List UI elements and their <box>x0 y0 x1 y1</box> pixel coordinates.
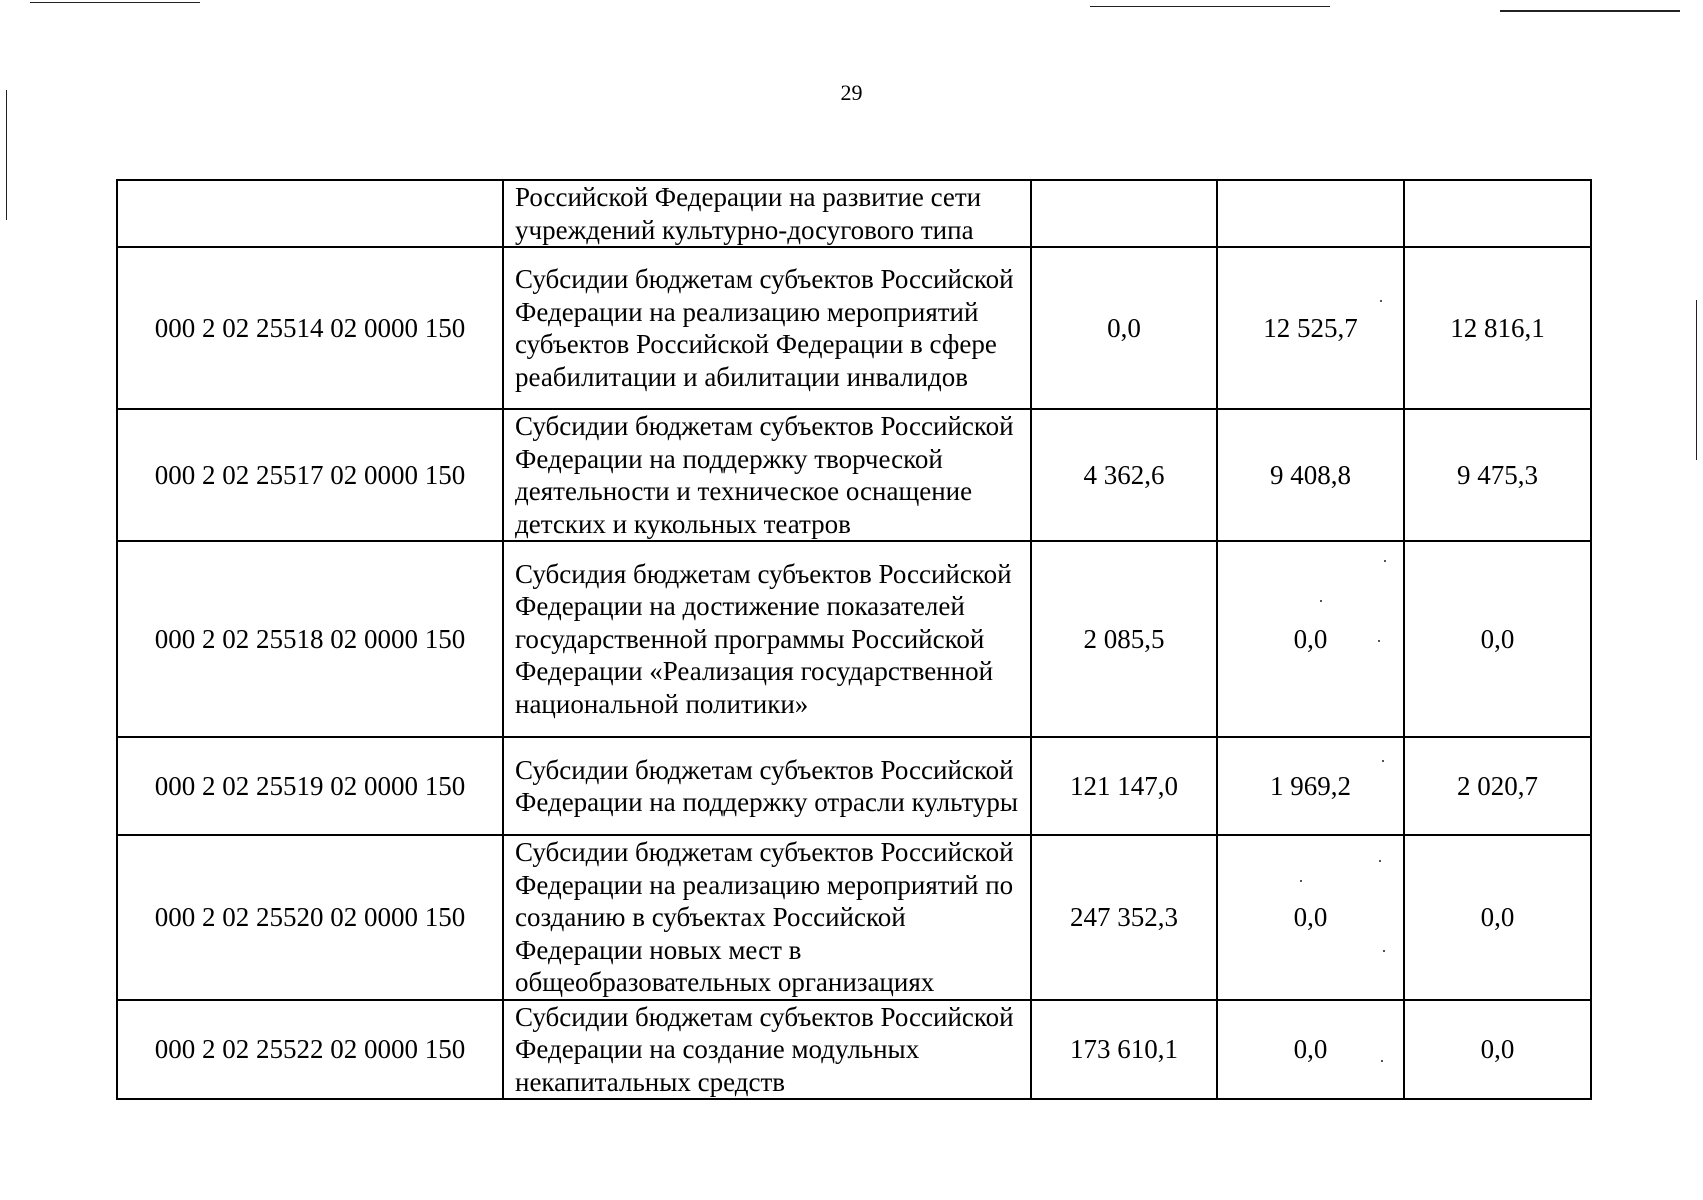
subsidy-description: Российской Федерации на развитие сети учреждений культурно-досугового типа <box>503 180 1031 247</box>
subsidy-description: Субсидии бюджетам субъектов Российской Федерации на создание модульных некапитальных средств <box>503 1000 1031 1100</box>
budget-table <box>116 179 1592 1100</box>
amount-col-3: 0,0 <box>1404 1000 1591 1100</box>
subsidy-description: Субсидии бюджетам субъектов Российской Федерации на поддержку творческой деятельности и техническое оснащение детских и кукольных театров <box>503 409 1031 541</box>
scan-speck <box>1383 950 1385 952</box>
amount-col-1: 173 610,1 <box>1031 1000 1217 1100</box>
amount-col-2: 9 408,8 <box>1217 409 1404 541</box>
scan-artifact-left-edge <box>6 90 7 220</box>
scan-speck <box>1384 560 1386 562</box>
table-row <box>117 247 1591 409</box>
amount-col-1 <box>1031 180 1217 247</box>
budget-code: 000 2 02 25520 02 0000 150 <box>117 835 503 1000</box>
table-row <box>117 737 1591 835</box>
budget-code: 000 2 02 25514 02 0000 150 <box>117 247 503 409</box>
amount-col-2: 0,0 <box>1217 835 1404 1000</box>
table-row <box>117 409 1591 541</box>
scan-speck <box>1320 600 1322 602</box>
amount-col-1: 247 352,3 <box>1031 835 1217 1000</box>
table-row <box>117 835 1591 1000</box>
table-row <box>117 1000 1591 1100</box>
amount-col-2: 1 969,2 <box>1217 737 1404 835</box>
subsidy-description: Субсидии бюджетам субъектов Российской Федерации на реализацию мероприятий субъектов Российской Федерации в сфере реабилитации и абилитации инвалидов <box>503 247 1031 409</box>
amount-col-2: 0,0 <box>1217 541 1404 737</box>
amount-col-3: 12 816,1 <box>1404 247 1591 409</box>
table-row <box>117 180 1591 247</box>
amount-col-1: 121 147,0 <box>1031 737 1217 835</box>
scan-artifact-top-left <box>30 2 200 3</box>
amount-col-3: 0,0 <box>1404 835 1591 1000</box>
budget-code: 000 2 02 25519 02 0000 150 <box>117 737 503 835</box>
amount-col-3: 9 475,3 <box>1404 409 1591 541</box>
subsidy-description: Субсидия бюджетам субъектов Российской Федерации на достижение показателей государственной программы Российской Федерации «Реализация государственной национальной политики» <box>503 541 1031 737</box>
scan-speck <box>1380 300 1382 302</box>
scan-speck <box>1381 1060 1383 1062</box>
subsidy-description: Субсидии бюджетам субъектов Российской Федерации на реализацию мероприятий по созданию в субъектах Российской Федерации новых мест в общеобразовательных организациях <box>503 835 1031 1000</box>
budget-code: 000 2 02 25522 02 0000 150 <box>117 1000 503 1100</box>
amount-col-2 <box>1217 180 1404 247</box>
amount-col-1: 4 362,6 <box>1031 409 1217 541</box>
scan-speck <box>1300 880 1302 882</box>
scan-artifact-right-edge <box>1696 300 1697 460</box>
scan-speck <box>1382 760 1384 762</box>
subsidy-description: Субсидии бюджетам субъектов Российской Федерации на поддержку отрасли культуры <box>503 737 1031 835</box>
amount-col-1: 2 085,5 <box>1031 541 1217 737</box>
amount-col-3: 0,0 <box>1404 541 1591 737</box>
page-number: 29 <box>840 80 863 105</box>
amount-col-3: 2 020,7 <box>1404 737 1591 835</box>
scan-speck <box>1379 860 1381 862</box>
scan-artifact-top-middle <box>1090 6 1330 7</box>
amount-col-2: 0,0 <box>1217 1000 1404 1100</box>
amount-col-3 <box>1404 180 1591 247</box>
scan-artifact-top-right <box>1500 10 1680 12</box>
scan-speck <box>1378 640 1380 642</box>
amount-col-1: 0,0 <box>1031 247 1217 409</box>
table-row <box>117 541 1591 737</box>
budget-code: 000 2 02 25518 02 0000 150 <box>117 541 503 737</box>
budget-code <box>117 180 503 247</box>
budget-code: 000 2 02 25517 02 0000 150 <box>117 409 503 541</box>
amount-col-2: 12 525,7 <box>1217 247 1404 409</box>
